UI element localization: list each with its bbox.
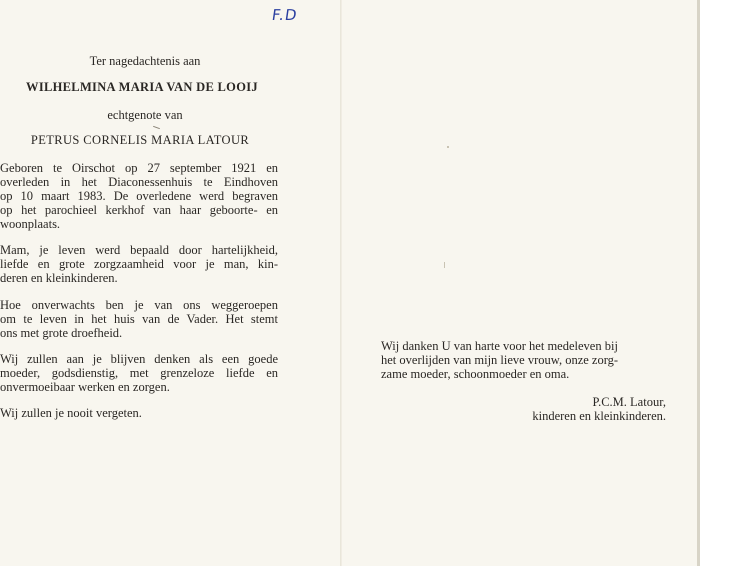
text-line: Mam, je leven werd bepaald door hartelijkheid,	[0, 243, 278, 257]
text-line: liefde en grote zorgzaamheid voor je man, kin-	[0, 257, 278, 271]
deceased-name: WILHELMINA MARIA VAN DE LOOIJ	[26, 80, 258, 94]
signature-family: kinderen en kleinkinderen.	[532, 409, 666, 423]
spouse-name: PETRUS CORNELIS MARIA LATOUR	[30, 133, 250, 147]
paper-speck	[153, 126, 160, 129]
text-line: onvermoeibaar werken en zorgen.	[0, 380, 170, 394]
handwritten-annotation: F.D	[270, 6, 299, 24]
text-line: overleden in het Diaconessenhuis te Eindhoven	[0, 175, 278, 189]
text-line: ons met grote droefheid.	[0, 326, 123, 340]
text-line: woonplaats.	[0, 217, 61, 231]
signature-block	[381, 395, 666, 423]
text-line: Wij zullen aan je blijven denken als een goede	[0, 352, 278, 366]
text-line: moeder, godsdienstig, met grenzeloze liefde en	[0, 366, 278, 380]
signature-name: P.C.M. Latour,	[592, 395, 666, 409]
text-line: op het parochieel kerkhof van haar geboorte- en	[0, 203, 278, 217]
text-line: deren en kleinkinderen.	[0, 271, 118, 285]
closing-line	[0, 406, 278, 420]
text-line: op 10 maart 1983. De overledene werd begraven	[0, 189, 278, 203]
tribute-paragraph	[0, 352, 278, 394]
paper-speck	[444, 262, 445, 268]
text-line: Hoe onverwachts ben je van ons weggeroepen	[0, 298, 278, 312]
memorial-intro: Ter nagedachtenis aan	[89, 54, 201, 68]
text-line: Geboren te Oirschot op 27 september 1921 en	[0, 161, 278, 175]
thanks-paragraph	[381, 339, 666, 381]
text-line: Wij danken U van harte voor het medeleven bij	[381, 339, 618, 353]
tribute-paragraph	[0, 298, 278, 340]
paper-speck	[447, 146, 449, 148]
text-line: het overlijden van mijn lieve vrouw, onze zorg-	[381, 353, 619, 367]
biography-paragraph	[0, 161, 278, 231]
text-line: zame moeder, schoonmoeder en oma.	[381, 367, 570, 381]
text-line: Wij zullen je nooit vergeten.	[0, 406, 142, 420]
card-edge	[697, 0, 700, 566]
card-fold	[340, 0, 342, 566]
tribute-paragraph	[0, 243, 278, 285]
spouse-intro: echtgenote van	[107, 108, 183, 122]
text-line: om te leven in het huis van de Vader. Het stemt	[0, 312, 278, 326]
